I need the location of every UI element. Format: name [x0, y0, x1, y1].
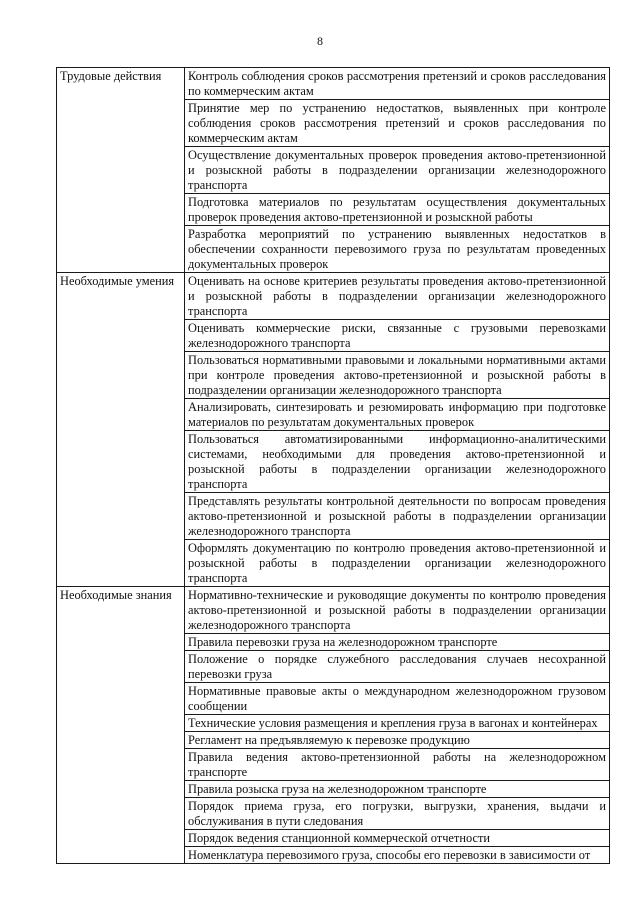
table-row: [57, 273, 610, 320]
competency-table-body: [57, 68, 610, 864]
section-item: Представлять результаты контрольной деятельности по вопросам проведения актово-претензионной и розыскной работы в подразделении организации железнодорожного транспорта: [185, 493, 610, 540]
section-item: Порядок приема груза, его погрузки, выгрузки, хранения, выдачи и обслуживания в пути следования: [185, 798, 610, 830]
section-item: Принятие мер по устранению недостатков, выявленных при контроле соблюдения сроков рассмотрения претензий и сроков расследования по коммерческим актам: [185, 100, 610, 147]
table-row: [57, 587, 610, 634]
section-item: Пользоваться нормативными правовыми и локальными нормативными актами при контроле проведения актово-претензионной и розыскной работы в подразделении организации железнодорожного транспорта: [185, 352, 610, 399]
section-item: Анализировать, синтезировать и резюмировать информацию при подготовке материалов по результатам документальных проверок: [185, 399, 610, 431]
section-item: Правила розыска груза на железнодорожном транспорте: [185, 781, 610, 798]
section-item: Технические условия размещения и крепления груза в вагонах и контейнерах: [185, 715, 610, 732]
section-label: Необходимые умения: [57, 273, 185, 587]
section-label: Трудовые действия: [57, 68, 185, 273]
section-item: Положение о порядке служебного расследования случаев несохранной перевозки груза: [185, 651, 610, 683]
section-item: Правила перевозки груза на железнодорожном транспорте: [185, 634, 610, 651]
page-number: 8: [317, 34, 323, 48]
section-item: Разработка мероприятий по устранению выявленных недостатков в обеспечении сохранности перевозимого груза по результатам проведенных документальных проверок: [185, 226, 610, 273]
competency-table: [56, 67, 610, 864]
section-item: Осуществление документальных проверок проведения актово-претензионной и розыскной работы в подразделении организации железнодорожного транспорта: [185, 147, 610, 194]
section-item: Контроль соблюдения сроков рассмотрения претензий и сроков расследования по коммерческим актам: [185, 68, 610, 100]
section-label: Необходимые знания: [57, 587, 185, 864]
section-item: Нормативно-технические и руководящие документы по контролю проведения актово-претензионной и розыскной работы в подразделении организации железнодорожного транспорта: [185, 587, 610, 634]
section-item: Правила ведения актово-претензионной работы на железнодорожном транспорте: [185, 749, 610, 781]
section-item: Оформлять документацию по контролю проведения актово-претензионной и розыскной работы в подразделении организации железнодорожного транспорта: [185, 540, 610, 587]
section-item: Порядок ведения станционной коммерческой отчетности: [185, 830, 610, 847]
section-item: Номенклатура перевозимого груза, способы его перевозки в зависимости от: [185, 847, 610, 864]
section-item: Регламент на предъявляемую к перевозке продукцию: [185, 732, 610, 749]
section-item: Оценивать коммерческие риски, связанные с грузовыми перевозками железнодорожного транспорта: [185, 320, 610, 352]
section-item: Оценивать на основе критериев результаты проведения актово-претензионной и розыскной работы в подразделении организации железнодорожного транспорта: [185, 273, 610, 320]
table-row: [57, 68, 610, 100]
section-item: Подготовка материалов по результатам осуществления документальных проверок проведения актово-претензионной и розыскной работы: [185, 194, 610, 226]
section-item: Нормативные правовые акты о международном железнодорожном грузовом сообщении: [185, 683, 610, 715]
section-item: Пользоваться автоматизированными информационно-аналитическими системами, необходимыми для проведения актово-претензионной и розыскной работы в подразделении организации железнодорожного транспорта: [185, 431, 610, 493]
